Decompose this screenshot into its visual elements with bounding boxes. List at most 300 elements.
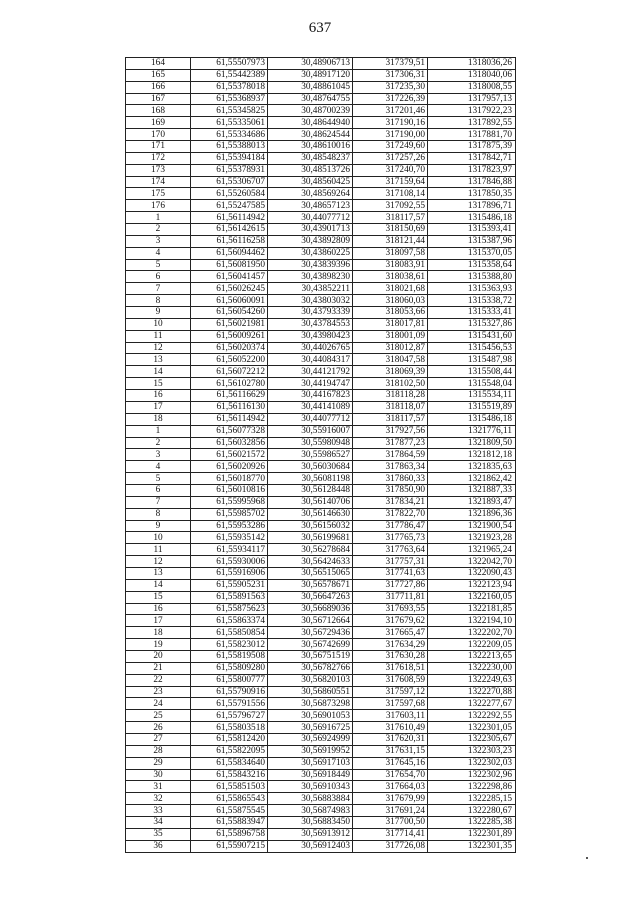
latitude-cell: 61,56072212: [191, 366, 268, 378]
y-coordinate-cell: 1318036,26: [428, 58, 516, 70]
longitude-cell: 30,44077712: [268, 413, 353, 425]
table-row: [126, 686, 516, 698]
table-row: [126, 105, 516, 117]
point-number-cell: 22: [126, 674, 191, 686]
point-number-cell: 36: [126, 840, 191, 852]
y-coordinate-cell: 1321893,47: [428, 496, 516, 508]
longitude-cell: 30,56883450: [268, 817, 353, 829]
longitude-cell: 30,48548237: [268, 152, 353, 164]
longitude-cell: 30,48906713: [268, 58, 353, 70]
x-coordinate-cell: 317726,08: [353, 840, 428, 852]
y-coordinate-cell: 1322194,10: [428, 615, 516, 627]
y-coordinate-cell: 1321887,33: [428, 484, 516, 496]
point-number-cell: 170: [126, 129, 191, 141]
longitude-cell: 30,43901713: [268, 224, 353, 236]
table-row: [126, 627, 516, 639]
y-coordinate-cell: 1321812,18: [428, 449, 516, 461]
x-coordinate-cell: 317618,51: [353, 662, 428, 674]
latitude-cell: 61,55985702: [191, 508, 268, 520]
longitude-cell: 30,56916725: [268, 722, 353, 734]
table-row: [126, 366, 516, 378]
y-coordinate-cell: 1315388,80: [428, 271, 516, 283]
longitude-cell: 30,48700239: [268, 105, 353, 117]
latitude-cell: 61,55934117: [191, 544, 268, 556]
x-coordinate-cell: 317763,64: [353, 544, 428, 556]
latitude-cell: 61,55800777: [191, 674, 268, 686]
latitude-cell: 61,55388013: [191, 141, 268, 153]
table-row: [126, 639, 516, 651]
y-coordinate-cell: 1321900,54: [428, 520, 516, 532]
y-coordinate-cell: 1322181,85: [428, 603, 516, 615]
x-coordinate-cell: 317711,81: [353, 591, 428, 603]
latitude-cell: 61,55834640: [191, 757, 268, 769]
point-number-cell: 5: [126, 473, 191, 485]
point-number-cell: 176: [126, 200, 191, 212]
x-coordinate-cell: 317306,31: [353, 69, 428, 81]
point-number-cell: 30: [126, 769, 191, 781]
table-row: [126, 733, 516, 745]
x-coordinate-cell: 318053,66: [353, 307, 428, 319]
table-row: [126, 650, 516, 662]
point-number-cell: 171: [126, 141, 191, 153]
y-coordinate-cell: 1322305,67: [428, 733, 516, 745]
latitude-cell: 61,55507973: [191, 58, 268, 70]
table-row: [126, 840, 516, 852]
x-coordinate-cell: 318083,91: [353, 259, 428, 271]
latitude-cell: 61,56020926: [191, 461, 268, 473]
x-coordinate-cell: 317190,00: [353, 129, 428, 141]
latitude-cell: 61,56052200: [191, 354, 268, 366]
longitude-cell: 30,48764755: [268, 93, 353, 105]
table-row: [126, 117, 516, 129]
point-number-cell: 1: [126, 212, 191, 224]
table-row: [126, 390, 516, 402]
x-coordinate-cell: 318021,68: [353, 283, 428, 295]
table-row: [126, 354, 516, 366]
longitude-cell: 30,44194747: [268, 378, 353, 390]
table-row: [126, 247, 516, 259]
y-coordinate-cell: 1322303,23: [428, 745, 516, 757]
page-number: 637: [308, 20, 332, 36]
longitude-cell: 30,48644940: [268, 117, 353, 129]
longitude-cell: 30,43898230: [268, 271, 353, 283]
latitude-cell: 61,56077328: [191, 425, 268, 437]
x-coordinate-cell: 318097,58: [353, 247, 428, 259]
longitude-cell: 30,55980948: [268, 437, 353, 449]
latitude-cell: 61,56032856: [191, 437, 268, 449]
latitude-cell: 61,55812420: [191, 733, 268, 745]
table-row: [126, 473, 516, 485]
table-row: [126, 805, 516, 817]
x-coordinate-cell: 318038,61: [353, 271, 428, 283]
table-row: [126, 484, 516, 496]
x-coordinate-cell: 317679,99: [353, 793, 428, 805]
point-number-cell: 28: [126, 745, 191, 757]
latitude-cell: 61,55394184: [191, 152, 268, 164]
longitude-cell: 30,56883884: [268, 793, 353, 805]
table-row: [126, 318, 516, 330]
point-number-cell: 165: [126, 69, 191, 81]
x-coordinate-cell: 317850,90: [353, 484, 428, 496]
longitude-cell: 30,48610016: [268, 141, 353, 153]
longitude-cell: 30,48560425: [268, 176, 353, 188]
y-coordinate-cell: 1321862,42: [428, 473, 516, 485]
longitude-cell: 30,44084317: [268, 354, 353, 366]
x-coordinate-cell: 317860,33: [353, 473, 428, 485]
y-coordinate-cell: 1318008,55: [428, 81, 516, 93]
longitude-cell: 30,56128448: [268, 484, 353, 496]
x-coordinate-cell: 317691,24: [353, 805, 428, 817]
latitude-cell: 61,56114942: [191, 413, 268, 425]
y-coordinate-cell: 1315363,93: [428, 283, 516, 295]
y-coordinate-cell: 1315431,60: [428, 330, 516, 342]
y-coordinate-cell: 1315456,53: [428, 342, 516, 354]
y-coordinate-cell: 1321776,11: [428, 425, 516, 437]
longitude-cell: 30,48569264: [268, 188, 353, 200]
point-number-cell: 14: [126, 579, 191, 591]
point-number-cell: 173: [126, 164, 191, 176]
y-coordinate-cell: 1321835,63: [428, 461, 516, 473]
y-coordinate-cell: 1322302,03: [428, 757, 516, 769]
x-coordinate-cell: 317257,26: [353, 152, 428, 164]
x-coordinate-cell: 317664,03: [353, 781, 428, 793]
x-coordinate-cell: 317679,62: [353, 615, 428, 627]
x-coordinate-cell: 317693,55: [353, 603, 428, 615]
latitude-cell: 61,55306707: [191, 176, 268, 188]
latitude-cell: 61,55916906: [191, 567, 268, 579]
table-row: [126, 556, 516, 568]
table-row: [126, 69, 516, 81]
x-coordinate-cell: 318069,39: [353, 366, 428, 378]
point-number-cell: 35: [126, 828, 191, 840]
latitude-cell: 61,56018770: [191, 473, 268, 485]
x-coordinate-cell: 317610,49: [353, 722, 428, 734]
latitude-cell: 61,56041457: [191, 271, 268, 283]
longitude-cell: 30,56782766: [268, 662, 353, 674]
y-coordinate-cell: 1322298,86: [428, 781, 516, 793]
table-row: [126, 520, 516, 532]
y-coordinate-cell: 1322285,15: [428, 793, 516, 805]
x-coordinate-cell: 317108,14: [353, 188, 428, 200]
latitude-cell: 61,55796727: [191, 710, 268, 722]
table-row: [126, 401, 516, 413]
point-number-cell: 32: [126, 793, 191, 805]
longitude-cell: 30,56578671: [268, 579, 353, 591]
latitude-cell: 61,55883947: [191, 817, 268, 829]
latitude-cell: 61,55875623: [191, 603, 268, 615]
y-coordinate-cell: 1315370,05: [428, 247, 516, 259]
coordinates-table: [125, 57, 516, 853]
table-row: [126, 200, 516, 212]
point-number-cell: 14: [126, 366, 191, 378]
latitude-cell: 61,56116258: [191, 235, 268, 247]
point-number-cell: 16: [126, 390, 191, 402]
point-number-cell: 8: [126, 508, 191, 520]
table-row: [126, 817, 516, 829]
y-coordinate-cell: 1315548,04: [428, 378, 516, 390]
y-coordinate-cell: 1322270,88: [428, 686, 516, 698]
y-coordinate-cell: 1322213,65: [428, 650, 516, 662]
x-coordinate-cell: 317092,55: [353, 200, 428, 212]
table-row: [126, 425, 516, 437]
y-coordinate-cell: 1322301,05: [428, 722, 516, 734]
table-row: [126, 662, 516, 674]
y-coordinate-cell: 1315486,18: [428, 413, 516, 425]
table-row: [126, 437, 516, 449]
y-coordinate-cell: 1317957,13: [428, 93, 516, 105]
point-number-cell: 5: [126, 259, 191, 271]
x-coordinate-cell: 318117,57: [353, 212, 428, 224]
latitude-cell: 61,55907215: [191, 840, 268, 852]
x-coordinate-cell: 317235,30: [353, 81, 428, 93]
y-coordinate-cell: 1317850,35: [428, 188, 516, 200]
latitude-cell: 61,55930006: [191, 556, 268, 568]
longitude-cell: 30,48917120: [268, 69, 353, 81]
longitude-cell: 30,56912403: [268, 840, 353, 852]
longitude-cell: 30,56917103: [268, 757, 353, 769]
longitude-cell: 30,56918449: [268, 769, 353, 781]
longitude-cell: 30,56199681: [268, 532, 353, 544]
point-number-cell: 175: [126, 188, 191, 200]
longitude-cell: 30,43803032: [268, 295, 353, 307]
table-row: [126, 757, 516, 769]
point-number-cell: 168: [126, 105, 191, 117]
latitude-cell: 61,56060091: [191, 295, 268, 307]
point-number-cell: 29: [126, 757, 191, 769]
latitude-cell: 61,55843216: [191, 769, 268, 781]
table-row: [126, 567, 516, 579]
y-coordinate-cell: 1322280,67: [428, 805, 516, 817]
point-number-cell: 12: [126, 342, 191, 354]
longitude-cell: 30,56146630: [268, 508, 353, 520]
latitude-cell: 61,55378018: [191, 81, 268, 93]
x-coordinate-cell: 317877,23: [353, 437, 428, 449]
table-row: [126, 81, 516, 93]
y-coordinate-cell: 1315358,64: [428, 259, 516, 271]
table-row: [126, 152, 516, 164]
longitude-cell: 30,56919952: [268, 745, 353, 757]
latitude-cell: 61,56094462: [191, 247, 268, 259]
table-row: [126, 93, 516, 105]
y-coordinate-cell: 1322277,67: [428, 698, 516, 710]
latitude-cell: 61,55809280: [191, 662, 268, 674]
y-coordinate-cell: 1322292,55: [428, 710, 516, 722]
table-row: [126, 235, 516, 247]
table-row: [126, 674, 516, 686]
longitude-cell: 30,56913912: [268, 828, 353, 840]
latitude-cell: 61,55803518: [191, 722, 268, 734]
y-coordinate-cell: 1322123,94: [428, 579, 516, 591]
latitude-cell: 61,55823012: [191, 639, 268, 651]
y-coordinate-cell: 1321923,28: [428, 532, 516, 544]
y-coordinate-cell: 1315487,98: [428, 354, 516, 366]
latitude-cell: 61,55345825: [191, 105, 268, 117]
y-coordinate-cell: 1317875,39: [428, 141, 516, 153]
longitude-cell: 30,55986527: [268, 449, 353, 461]
point-number-cell: 11: [126, 544, 191, 556]
table-row: [126, 307, 516, 319]
point-number-cell: 174: [126, 176, 191, 188]
longitude-cell: 30,44077712: [268, 212, 353, 224]
point-number-cell: 24: [126, 698, 191, 710]
x-coordinate-cell: 317741,63: [353, 567, 428, 579]
longitude-cell: 30,48861045: [268, 81, 353, 93]
point-number-cell: 7: [126, 283, 191, 295]
table-row: [126, 271, 516, 283]
longitude-cell: 30,56751519: [268, 650, 353, 662]
x-coordinate-cell: 317249,60: [353, 141, 428, 153]
y-coordinate-cell: 1315508,44: [428, 366, 516, 378]
point-number-cell: 13: [126, 354, 191, 366]
latitude-cell: 61,55875545: [191, 805, 268, 817]
longitude-cell: 30,56910343: [268, 781, 353, 793]
latitude-cell: 61,56142615: [191, 224, 268, 236]
y-coordinate-cell: 1322160,05: [428, 591, 516, 603]
longitude-cell: 30,56030684: [268, 461, 353, 473]
table-row: [126, 176, 516, 188]
point-number-cell: 10: [126, 532, 191, 544]
longitude-cell: 30,56081198: [268, 473, 353, 485]
latitude-cell: 61,56081950: [191, 259, 268, 271]
point-number-cell: 9: [126, 520, 191, 532]
latitude-cell: 61,55905231: [191, 579, 268, 591]
table-row: [126, 698, 516, 710]
table-row: [126, 283, 516, 295]
scan-speck: [586, 857, 588, 859]
y-coordinate-cell: 1322090,43: [428, 567, 516, 579]
y-coordinate-cell: 1321809,50: [428, 437, 516, 449]
latitude-cell: 61,55850854: [191, 627, 268, 639]
latitude-cell: 61,55260584: [191, 188, 268, 200]
point-number-cell: 4: [126, 461, 191, 473]
latitude-cell: 61,56114942: [191, 212, 268, 224]
table-row: [126, 141, 516, 153]
longitude-cell: 30,44026765: [268, 342, 353, 354]
latitude-cell: 61,56010816: [191, 484, 268, 496]
table-row: [126, 508, 516, 520]
y-coordinate-cell: 1315534,11: [428, 390, 516, 402]
latitude-cell: 61,55896758: [191, 828, 268, 840]
y-coordinate-cell: 1315387,96: [428, 235, 516, 247]
coordinates-table-container: [125, 57, 512, 853]
longitude-cell: 30,56140706: [268, 496, 353, 508]
point-number-cell: 18: [126, 413, 191, 425]
longitude-cell: 30,48513726: [268, 164, 353, 176]
x-coordinate-cell: 318150,69: [353, 224, 428, 236]
x-coordinate-cell: 317634,29: [353, 639, 428, 651]
table-row: [126, 342, 516, 354]
latitude-cell: 61,56021981: [191, 318, 268, 330]
point-number-cell: 172: [126, 152, 191, 164]
x-coordinate-cell: 317863,34: [353, 461, 428, 473]
table-row: [126, 579, 516, 591]
x-coordinate-cell: 317226,39: [353, 93, 428, 105]
point-number-cell: 19: [126, 639, 191, 651]
x-coordinate-cell: 317620,31: [353, 733, 428, 745]
y-coordinate-cell: 1317846,88: [428, 176, 516, 188]
point-number-cell: 15: [126, 591, 191, 603]
x-coordinate-cell: 318118,07: [353, 401, 428, 413]
y-coordinate-cell: 1315333,41: [428, 307, 516, 319]
latitude-cell: 61,55865543: [191, 793, 268, 805]
x-coordinate-cell: 318001,09: [353, 330, 428, 342]
longitude-cell: 30,44121792: [268, 366, 353, 378]
x-coordinate-cell: 317631,15: [353, 745, 428, 757]
table-row: [126, 224, 516, 236]
table-row: [126, 781, 516, 793]
point-number-cell: 26: [126, 722, 191, 734]
point-number-cell: 167: [126, 93, 191, 105]
longitude-cell: 30,48624544: [268, 129, 353, 141]
x-coordinate-cell: 318117,57: [353, 413, 428, 425]
point-number-cell: 10: [126, 318, 191, 330]
longitude-cell: 30,56712664: [268, 615, 353, 627]
table-row: [126, 615, 516, 627]
y-coordinate-cell: 1317896,71: [428, 200, 516, 212]
longitude-cell: 30,56901053: [268, 710, 353, 722]
table-row: [126, 330, 516, 342]
point-number-cell: 6: [126, 484, 191, 496]
table-row: [126, 58, 516, 70]
latitude-cell: 61,55995968: [191, 496, 268, 508]
latitude-cell: 61,55935142: [191, 532, 268, 544]
x-coordinate-cell: 317822,70: [353, 508, 428, 520]
point-number-cell: 16: [126, 603, 191, 615]
x-coordinate-cell: 317379,51: [353, 58, 428, 70]
y-coordinate-cell: 1322301,35: [428, 840, 516, 852]
table-row: [126, 769, 516, 781]
x-coordinate-cell: 317864,59: [353, 449, 428, 461]
x-coordinate-cell: 317927,56: [353, 425, 428, 437]
y-coordinate-cell: 1315519,89: [428, 401, 516, 413]
x-coordinate-cell: 317240,70: [353, 164, 428, 176]
latitude-cell: 61,56116629: [191, 390, 268, 402]
x-coordinate-cell: 317654,70: [353, 769, 428, 781]
table-row: [126, 449, 516, 461]
x-coordinate-cell: 317834,21: [353, 496, 428, 508]
point-number-cell: 17: [126, 401, 191, 413]
y-coordinate-cell: 1315486,18: [428, 212, 516, 224]
point-number-cell: 23: [126, 686, 191, 698]
latitude-cell: 61,55790916: [191, 686, 268, 698]
x-coordinate-cell: 317765,73: [353, 532, 428, 544]
longitude-cell: 30,56742699: [268, 639, 353, 651]
x-coordinate-cell: 317645,16: [353, 757, 428, 769]
y-coordinate-cell: 1322202,70: [428, 627, 516, 639]
point-number-cell: 18: [126, 627, 191, 639]
x-coordinate-cell: 317190,16: [353, 117, 428, 129]
longitude-cell: 30,43839396: [268, 259, 353, 271]
point-number-cell: 2: [126, 437, 191, 449]
x-coordinate-cell: 318060,03: [353, 295, 428, 307]
table-row: [126, 745, 516, 757]
point-number-cell: 8: [126, 295, 191, 307]
y-coordinate-cell: 1322301,89: [428, 828, 516, 840]
latitude-cell: 61,55953286: [191, 520, 268, 532]
y-coordinate-cell: 1315393,41: [428, 224, 516, 236]
y-coordinate-cell: 1322285,38: [428, 817, 516, 829]
latitude-cell: 61,56102780: [191, 378, 268, 390]
y-coordinate-cell: 1315327,86: [428, 318, 516, 330]
coordinates-table-body: [126, 58, 516, 853]
point-number-cell: 4: [126, 247, 191, 259]
x-coordinate-cell: 317201,46: [353, 105, 428, 117]
table-row: [126, 722, 516, 734]
latitude-cell: 61,55335061: [191, 117, 268, 129]
y-coordinate-cell: 1315338,72: [428, 295, 516, 307]
point-number-cell: 33: [126, 805, 191, 817]
x-coordinate-cell: 317700,50: [353, 817, 428, 829]
